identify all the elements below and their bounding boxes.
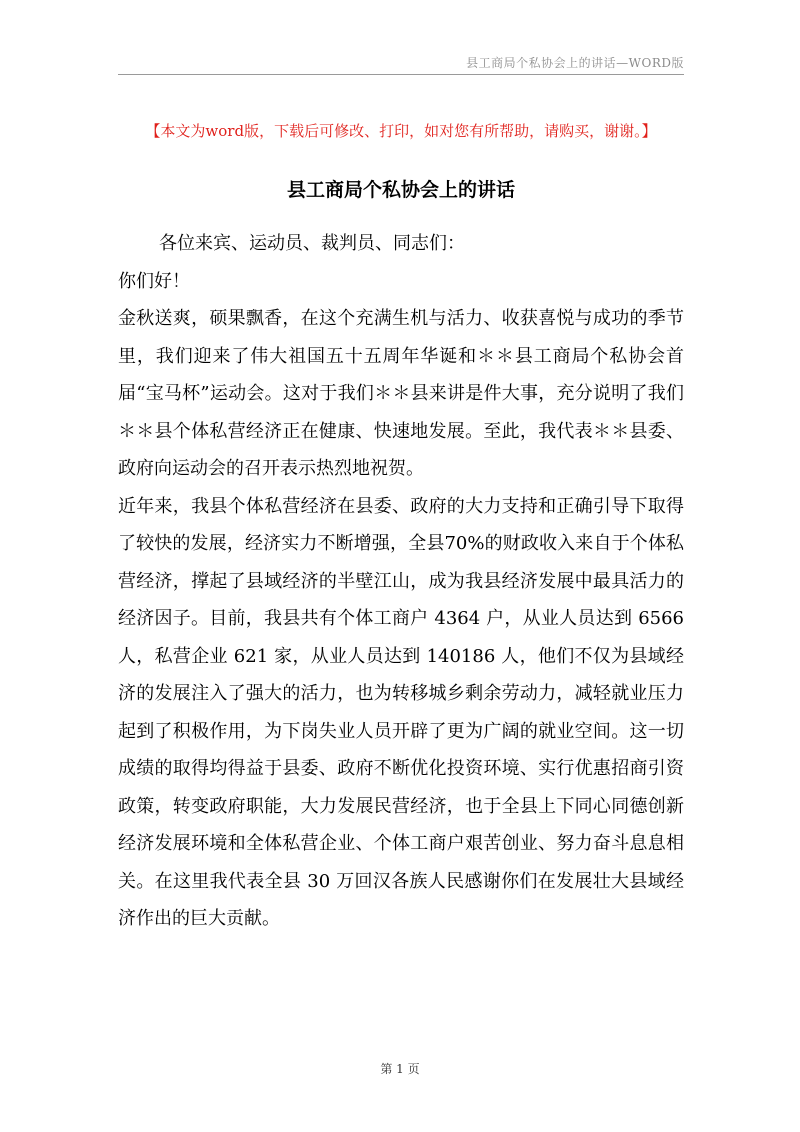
salutation-paragraph: 各位来宾、运动员、裁判员、同志们： <box>159 233 465 254</box>
running-header: 县工商局个私协会上的讲话—WORD版 <box>466 56 684 70</box>
download-notice: 【本文为word版，下载后可修改、打印，如对您有所帮助，请购买，谢谢。】 <box>145 122 657 140</box>
greeting-paragraph: 你们好！ <box>118 270 190 292</box>
document-body <box>118 225 684 938</box>
body-paragraph: 近年来，我县个体私营经济在县委、政府的大力支持和正确引导下取得了较快的发展，经济实力不断增强，全县70%的财政收入来自于个体私营经济，撑起了县域经济的半壁江山，成为我县经济发展中最具活力的经济因子。目前，我县共有个体工商户 4364 户，从业人员达到 6566 人，私营企业 621 家，从业人员达到 140186 人，他们不仅为县域经济的发展注入了强大的活力，也为转移城乡剩余劳动力，减轻就业压力起到了积极作用，为下岗失业人员开辟了更为广阔的就业空间。这一切成绩的取得均得益于县委、政府不断优化投资环境、实行优惠招商引资政策，转变政府职能，大力发展民营经济，也于全县上下同心同德创新经济发展环境和全体私营企业、个体工商户艰苦创业、努力奋斗息息相关。在这里我代表全县 30 万回汉各族人民感谢你们在发展壮大县域经济作出的巨大贡献。 <box>118 495 684 929</box>
body-paragraph: 金秋送爽，硕果飘香，在这个充满生机与活力、收获喜悦与成功的季节里，我们迎来了伟大祖国五十五周年华诞和＊＊县工商局个私协会首届“宝马杯”运动会。这对于我们＊＊县来讲是件大事，充分说明了我们＊＊县个体私营经济正在健康、快速地发展。至此，我代表＊＊县委、政府向运动会的召开表示热烈地祝贺。 <box>118 308 684 479</box>
document-title: 县工商局个私协会上的讲话 <box>286 179 515 201</box>
page-number: 第 1 页 <box>380 1062 420 1076</box>
header-rule <box>118 74 684 75</box>
